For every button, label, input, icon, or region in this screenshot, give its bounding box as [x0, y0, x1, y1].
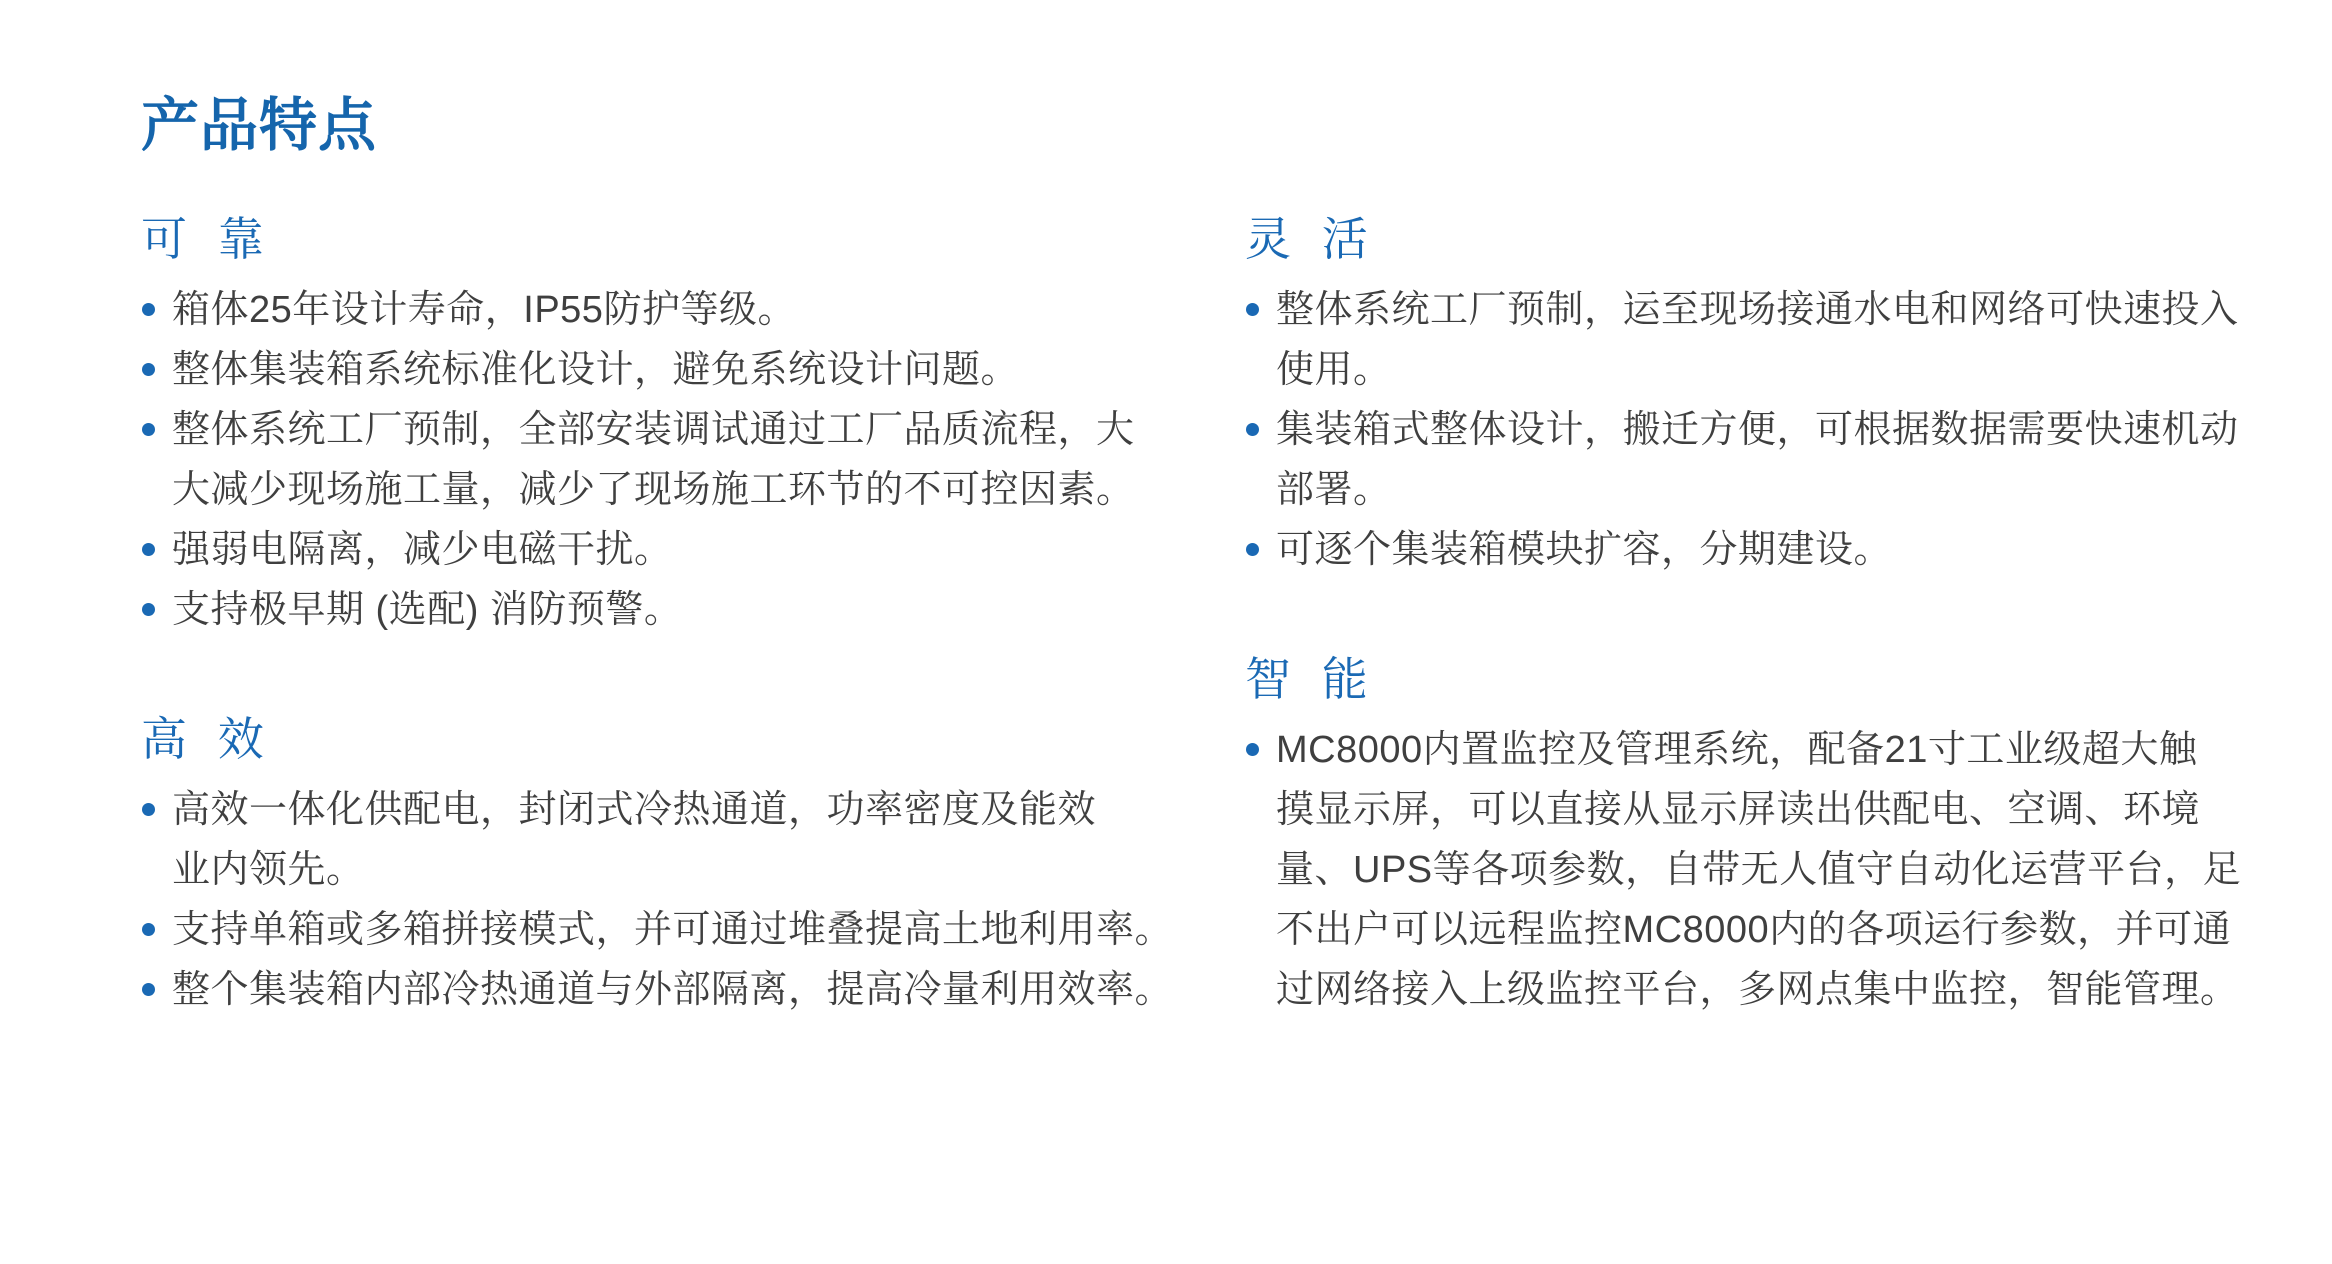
feature-item [141, 780, 1161, 900]
feature-line: 不出户可以远程监控MC8000内的各项运行参数，并可通 [1276, 909, 2232, 951]
bullet-dot-icon [142, 303, 155, 316]
section-efficient [141, 712, 1174, 1020]
feature-item [1245, 520, 2205, 580]
feature-line: MC8000内置监控及管理系统，配备21寸工业级超大触 [1276, 729, 2198, 771]
feature-line: 整体系统工厂预制，运至现场接通水电和网络可快速投入 [1276, 289, 2239, 331]
feature-text [1276, 400, 2239, 520]
column-left [141, 212, 1174, 1020]
feature-text [172, 960, 1174, 1020]
feature-text [1276, 280, 2239, 400]
feature-item [141, 580, 1161, 640]
feature-line: 高效一体化供配电，封闭式冷热通道，功率密度及能效 [172, 789, 1097, 831]
feature-item [1245, 400, 2239, 520]
feature-item [141, 280, 1161, 340]
section-title-efficient: 高 效 [141, 713, 264, 765]
bullet-dot-icon [142, 363, 155, 376]
feature-list-efficient [141, 780, 1174, 1020]
bullet-dot-icon [142, 423, 155, 436]
bullet-dot-icon [1246, 743, 1259, 756]
section-flexible [1245, 212, 2239, 580]
feature-text [1276, 720, 2242, 1020]
column-right [1245, 212, 2242, 1020]
feature-line: 可逐个集装箱模块扩容，分期建设。 [1276, 529, 1893, 571]
section-smart [1245, 652, 2242, 1020]
feature-line: 部署。 [1276, 469, 1392, 511]
bullet-dot-icon [142, 923, 155, 936]
feature-text [172, 400, 1161, 520]
feature-list-smart [1245, 720, 2242, 1020]
bullet-dot-icon [1246, 543, 1259, 556]
feature-text [172, 580, 1161, 640]
feature-text [1276, 520, 2205, 580]
feature-item [141, 960, 1174, 1020]
feature-item [141, 400, 1161, 520]
feature-item [141, 900, 1174, 960]
bullet-dot-icon [142, 983, 155, 996]
feature-text [172, 520, 1161, 580]
bullet-dot-icon [142, 803, 155, 816]
page-title: 产品特点 [141, 93, 378, 158]
feature-line: 业内领先。 [172, 849, 365, 891]
feature-line: 摸显示屏，可以直接从显示屏读出供配电、空调、环境 [1276, 789, 2201, 831]
bullet-dot-icon [1246, 303, 1259, 316]
feature-line: 过网络接入上级监控平台，多网点集中监控，智能管理。 [1276, 969, 2239, 1011]
feature-line: 箱体25年设计寿命，IP55防护等级。 [172, 289, 796, 331]
feature-item [141, 520, 1161, 580]
feature-item [1245, 720, 2242, 1020]
feature-line: 使用。 [1276, 349, 1392, 391]
section-title-reliable: 可 靠 [141, 213, 264, 265]
feature-text [172, 340, 1161, 400]
feature-text [172, 280, 1161, 340]
columns-container [141, 212, 2242, 1020]
section-reliable [141, 212, 1161, 640]
feature-line: 整体集装箱系统标准化设计，避免系统设计问题。 [172, 349, 1020, 391]
bullet-dot-icon [142, 603, 155, 616]
feature-line: 强弱电隔离，减少电磁干扰。 [172, 529, 673, 571]
feature-list-reliable [141, 280, 1161, 640]
section-title-smart: 智 能 [1245, 653, 1368, 705]
feature-line: 集装箱式整体设计，搬迁方便，可根据数据需要快速机动 [1276, 409, 2239, 451]
feature-line: 整个集装箱内部冷热通道与外部隔离，提高冷量利用效率。 [172, 969, 1174, 1011]
feature-item [141, 340, 1161, 400]
feature-line: 整体系统工厂预制，全部安装调试通过工厂品质流程，大 [172, 409, 1135, 451]
section-title-flexible: 灵 活 [1245, 213, 1368, 265]
feature-line: 量、UPS等各项参数，自带无人值守自动化运营平台，足 [1276, 849, 2242, 891]
bullet-dot-icon [142, 543, 155, 556]
feature-text [172, 780, 1161, 900]
feature-text [172, 900, 1174, 960]
feature-line: 支持极早期 (选配) 消防预警。 [172, 589, 683, 631]
feature-line: 支持单箱或多箱拼接模式，并可通过堆叠提高土地利用率。 [172, 909, 1174, 951]
feature-item [1245, 280, 2239, 400]
bullet-dot-icon [1246, 423, 1259, 436]
feature-list-flexible [1245, 280, 2239, 580]
feature-line: 大减少现场施工量，减少了现场施工环节的不可控因素。 [172, 469, 1135, 511]
